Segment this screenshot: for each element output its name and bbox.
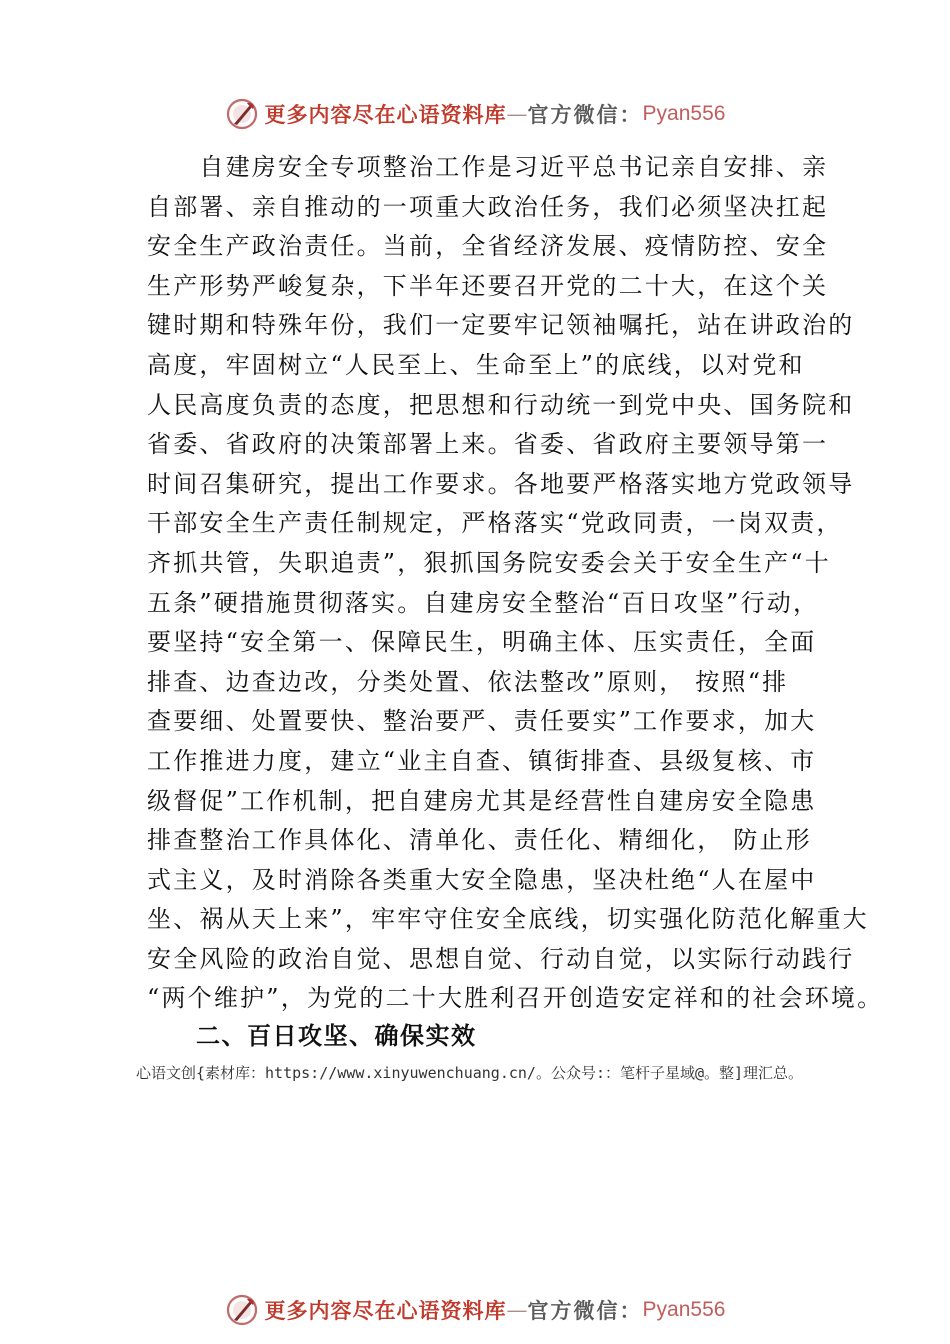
banner-brand: 更多内容尽在心语资料库: [264, 1298, 507, 1323]
paragraph-line: 排查、边查边改，分类处置、依法整改”原则， 按照“排: [147, 667, 789, 696]
paragraph-line: 自部署、亲自推动的一项重大政治任务，我们必须坚决扛起: [147, 192, 829, 221]
footer-banner: [0, 1290, 950, 1330]
paragraph-line: 安全生产政治责任。当前，全省经济发展、疫情防控、安全: [147, 232, 829, 261]
paragraph-line: 高度，牢固树立“人民至上、生命至上”的底线，以对党和: [147, 350, 805, 379]
paragraph-line: 安全风险的政治自觉、思想自觉、行动自觉，以实际行动践行: [147, 944, 855, 973]
quill-logo-icon: [225, 97, 259, 131]
paragraph-line: 键时期和特殊年份，我们一定要牢记领袖嘱托，站在讲政治的: [147, 311, 855, 340]
paragraph-line: 时间召集研究，提出工作要求。各地要严格落实地方党政领导: [147, 469, 855, 498]
paragraph-line: 人民高度负责的态度，把思想和行动统一到党中央、国务院和: [147, 390, 855, 419]
paragraph-line: 生产形势严峻复杂，下半年还要召开党的二十大，在这个关: [147, 271, 829, 300]
banner-wechat-id: Pyan556: [642, 1298, 726, 1321]
paragraph-line: 五条”硬措施贯彻落实。自建房安全整治“百日攻坚”行动，: [147, 588, 820, 617]
paragraph-line: 查要细、处置要快、整治要严、责任要实”工作要求，加大: [147, 707, 817, 736]
banner-wechat-id: Pyan556: [642, 102, 726, 125]
paragraph-line: 自建房安全专项整治工作是习近平总书记亲自安排、亲: [147, 153, 829, 181]
banner-brand: 更多内容尽在心语资料库: [264, 102, 507, 127]
paragraph-line: 坐、祸从天上来”，牢牢守住安全底线，切实强化防范化解重大: [147, 905, 869, 934]
paragraph-line: 级督促”工作机制，把自建房尤其是经营性自建房安全隐患: [147, 786, 817, 815]
header-banner: [0, 94, 950, 134]
body-paragraph: [147, 148, 884, 1019]
quill-logo-icon: [225, 1293, 259, 1327]
paragraph-line: “两个维护”，为党的二十大胜利召开创造安定祥和的社会环境。: [147, 984, 884, 1013]
paragraph-line: 式主义，及时消除各类重大安全隐患，坚决杜绝“人在屋中: [147, 865, 817, 894]
section-heading: 二、百日攻坚、确保实效: [196, 1022, 477, 1050]
paragraph-line: 工作推进力度，建立“业主自查、镇街排查、县级复核、市: [147, 746, 817, 775]
banner-wechat-label: 官方微信：: [527, 102, 643, 127]
banner-separator: —: [506, 1298, 528, 1322]
paragraph-line: 干部安全生产责任制规定，严格落实“党政同责，一岗双责，: [147, 509, 843, 538]
banner-wechat-label: 官方微信：: [527, 1298, 643, 1323]
source-footnote: 心语文创{素材库：https://www.xinyuwenchuang.cn/。公众号:：笔杆子星域@。整]理汇总。: [136, 1064, 804, 1082]
paragraph-line: 排查整治工作具体化、清单化、责任化、精细化， 防止形: [147, 826, 812, 855]
paragraph-line: 齐抓共管，失职追责”，狠抓国务院安委会关于安全生产“十: [147, 548, 831, 577]
banner-separator: —: [506, 102, 528, 126]
paragraph-line: 要坚持“安全第一、保障民生，明确主体、压实责任，全面: [147, 628, 817, 657]
paragraph-line: 省委、省政府的决策部署上来。省委、省政府主要领导第一: [147, 430, 829, 459]
